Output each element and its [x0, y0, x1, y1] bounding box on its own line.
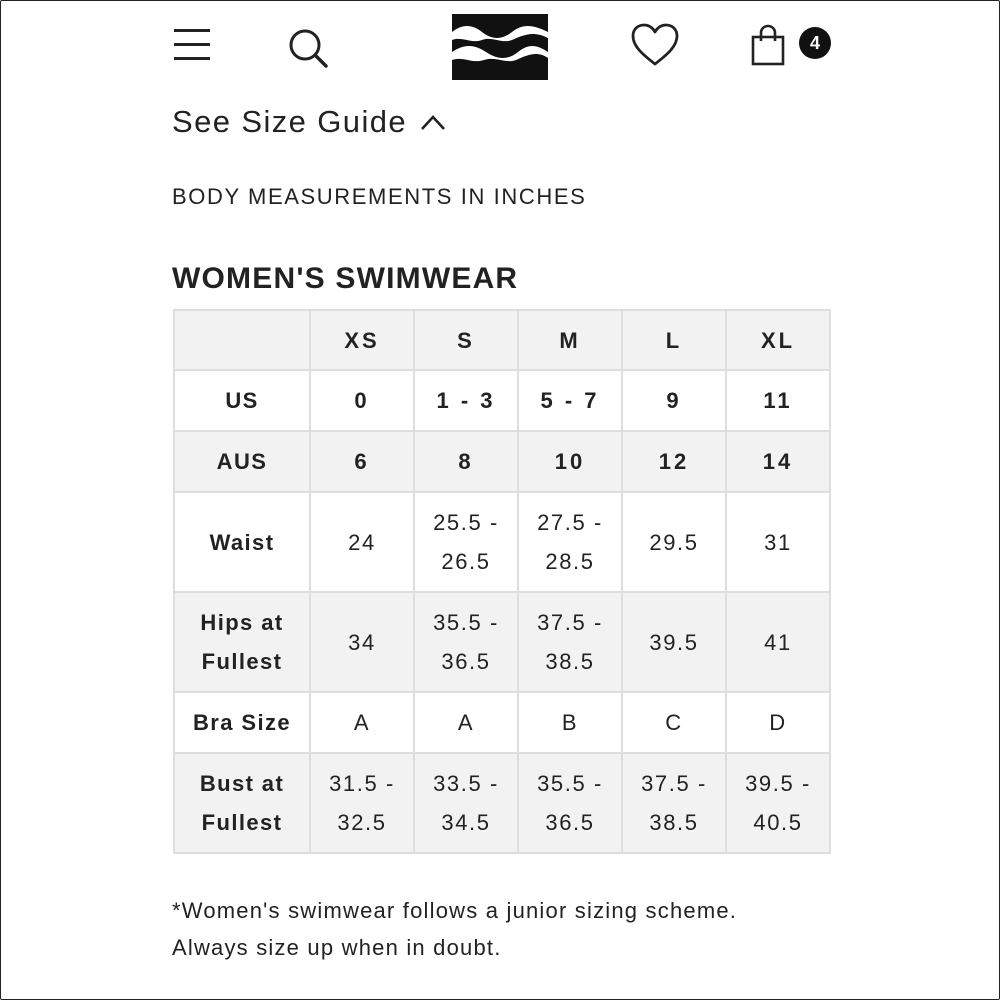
table-row-waist: [174, 492, 830, 592]
table-cell: A: [310, 692, 414, 753]
table-cell: 25.5 - 26.5: [414, 492, 518, 592]
table-cell: 35.5 - 36.5: [518, 753, 622, 853]
table-cell: 31: [726, 492, 830, 592]
table-cell: 41: [726, 592, 830, 692]
table-cell: 5 - 7: [518, 370, 622, 431]
size-chart-table: [173, 309, 831, 854]
table-cell: 0: [310, 370, 414, 431]
table-cell: C: [622, 692, 726, 753]
table-cell: 9: [622, 370, 726, 431]
table-cell: A: [414, 692, 518, 753]
table-cell: 11: [726, 370, 830, 431]
table-row-bust: [174, 753, 830, 853]
row-label: Hips at Fullest: [174, 592, 310, 692]
footnote-line-2: Always size up when in doubt.: [172, 935, 502, 960]
table-cell: 37.5 - 38.5: [622, 753, 726, 853]
header-cell-s: S: [414, 310, 518, 370]
table-cell: 10: [518, 431, 622, 492]
header-cell-empty: [174, 310, 310, 370]
table-cell: 14: [726, 431, 830, 492]
row-label: Waist: [174, 492, 310, 592]
hamburger-menu-icon[interactable]: [172, 26, 212, 64]
table-cell: D: [726, 692, 830, 753]
table-cell: 37.5 - 38.5: [518, 592, 622, 692]
table-cell: 39.5 - 40.5: [726, 753, 830, 853]
table-cell: 33.5 - 34.5: [414, 753, 518, 853]
billabong-wave-logo[interactable]: [452, 14, 548, 80]
table-cell: 12: [622, 431, 726, 492]
size-guide-label: See Size Guide: [172, 104, 408, 139]
table-cell: 29.5: [622, 492, 726, 592]
row-label: Bust at Fullest: [174, 753, 310, 853]
size-guide-toggle[interactable]: [172, 100, 447, 144]
table-cell: 6: [310, 431, 414, 492]
table-cell: 24: [310, 492, 414, 592]
table-row-us: [174, 370, 830, 431]
table-cell: 39.5: [622, 592, 726, 692]
header-cell-xl: XL: [726, 310, 830, 370]
table-cell: 35.5 - 36.5: [414, 592, 518, 692]
header-cell-l: L: [622, 310, 726, 370]
table-cell: 8: [414, 431, 518, 492]
row-label: Bra Size: [174, 692, 310, 753]
site-header: [0, 0, 1000, 95]
row-label: AUS: [174, 431, 310, 492]
table-cell: B: [518, 692, 622, 753]
sizing-footnote: [172, 892, 737, 966]
heart-icon[interactable]: [630, 22, 680, 68]
table-row-bra-size: [174, 692, 830, 753]
table-cell: 1 - 3: [414, 370, 518, 431]
header-cell-xs: XS: [310, 310, 414, 370]
search-icon[interactable]: [286, 26, 330, 70]
table-row-hips: [174, 592, 830, 692]
section-title: WOMEN'S SWIMWEAR: [172, 262, 519, 295]
table-cell: 31.5 - 32.5: [310, 753, 414, 853]
shopping-bag-icon[interactable]: [750, 24, 786, 66]
table-cell: 27.5 - 28.5: [518, 492, 622, 592]
table-row-aus: [174, 431, 830, 492]
header-cell-m: M: [518, 310, 622, 370]
table-cell: 34: [310, 592, 414, 692]
row-label: US: [174, 370, 310, 431]
table-header-row: [174, 310, 830, 370]
measurements-note: BODY MEASUREMENTS IN INCHES: [172, 184, 587, 209]
cart-count-badge: 4: [799, 27, 831, 59]
footnote-line-1: *Women's swimwear follows a junior sizing scheme.: [172, 898, 738, 923]
chevron-up-icon: [419, 112, 447, 132]
